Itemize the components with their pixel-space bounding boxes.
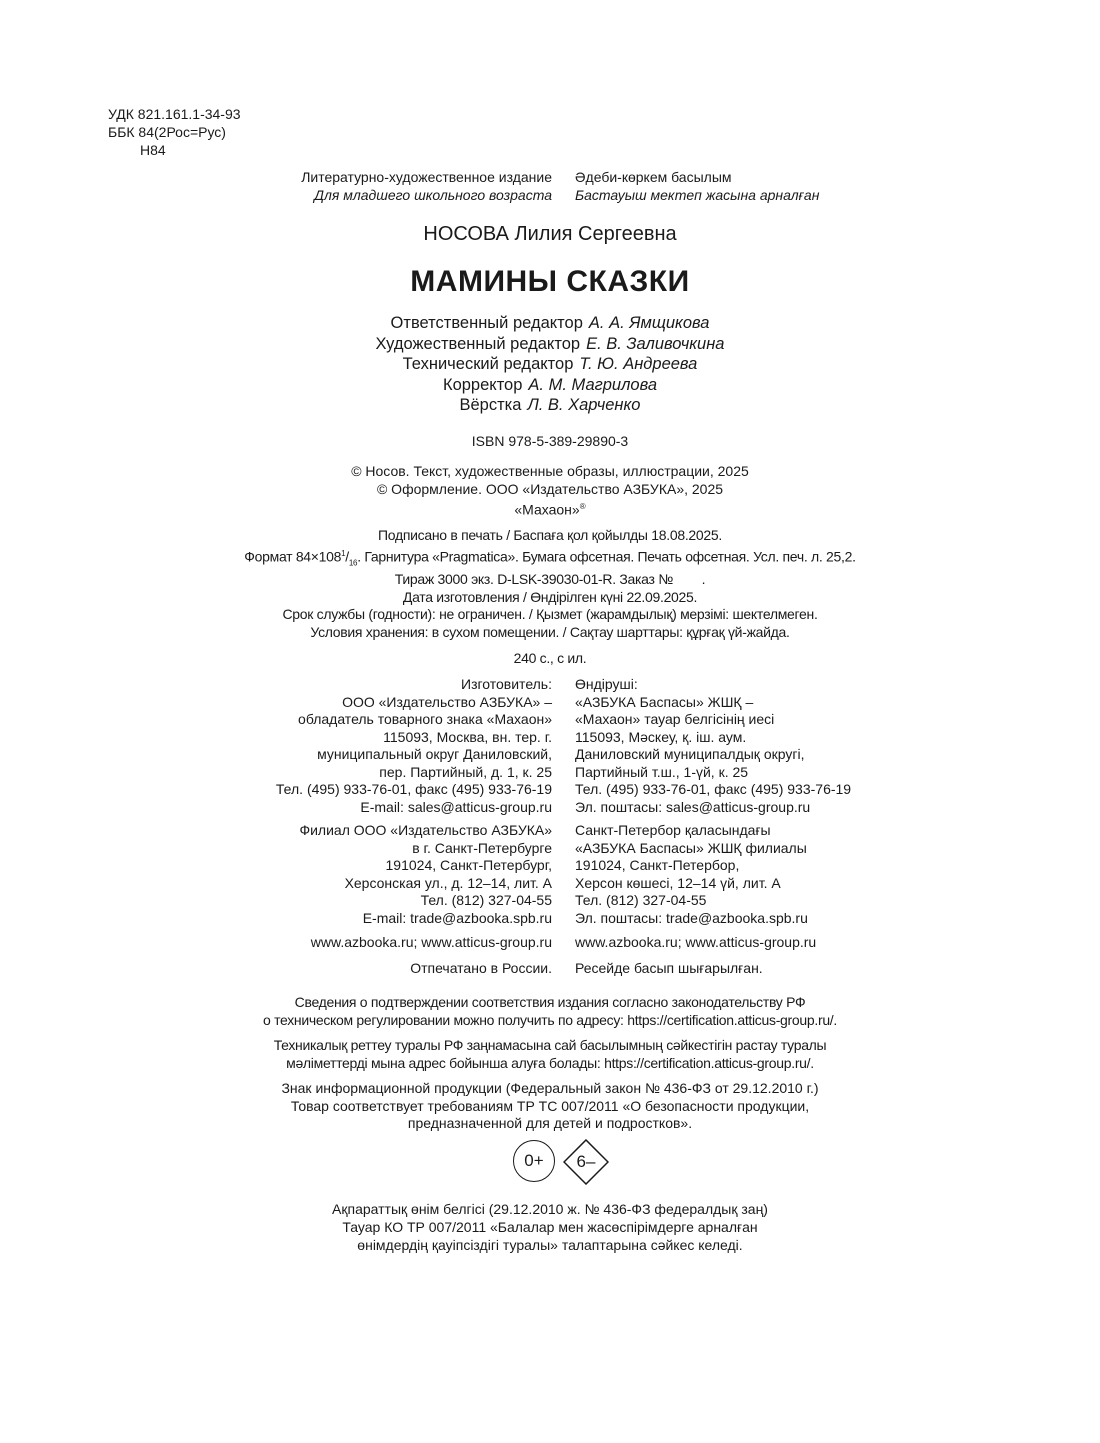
branch-kz-email: Эл. поштасы: trade@azbooka.spb.ru — [575, 909, 808, 926]
credit-name: Л. В. Харченко — [527, 396, 641, 414]
credit-line — [0, 395, 1100, 416]
copyright-line: © Оформление. ООО «Издательство АЗБУКА», 2025 — [376, 481, 724, 497]
manufacturer-kz-line: Партийный т.ш., 1-үй, к. 25 — [575, 763, 749, 780]
manufacturer-ru-email: E-mail: sales@atticus-group.ru — [360, 798, 552, 815]
book-title: МАМИНЫ СКАЗКИ — [410, 265, 690, 298]
manufacturer-ru-line: Тел. (495) 933-76-01, факс (495) 933-76-19 — [275, 781, 552, 797]
info-sign-kz-line: өнімдердің қауіпсіздігі туралы» талаптарына сәйкес келеді. — [357, 1237, 743, 1253]
author-name: НОСОВА Лилия Сергеевна — [423, 223, 677, 245]
credit-name: Е. В. Заливочкина — [586, 334, 725, 353]
format-rest: . Гарнитура «Pragmatica». Бумага офсетная. Печать офсетная. Усл. печ. л. 25,2. — [357, 548, 856, 565]
info-sign-kz-line: Тауар КО ТР 007/2011 «Балалар мен жасөспірімдерге арналған — [342, 1219, 758, 1235]
signed-to-print: Подписано в печать / Баспаға қол қойылды 18.08.2025. — [378, 527, 722, 543]
format-line: Формат $84\times 108^1/_{16}$. Гарнитура «Pragmatica». Бумага офсетная. Печать офсетная. Усл. печ. л. 25,2. — [244, 548, 856, 567]
info-sign-kz — [0, 1200, 1100, 1254]
certification-ru — [0, 994, 1100, 1029]
info-sign-kz-line: Ақпараттық өнім белгісі (29.12.2010 ж. № 436-ФЗ федералдық заң) — [332, 1201, 768, 1217]
branch-ru-line: 191024, Санкт-Петербург, — [385, 857, 552, 873]
manufacturer-ru — [276, 676, 552, 816]
printed-in-kz: Ресейде басып шығарылған. — [575, 960, 763, 976]
age-rating-label: 0+ — [524, 1151, 544, 1170]
bbk-code: ББК 84(2Рос=Рус) — [108, 124, 226, 140]
registered-mark-icon: ® — [579, 502, 586, 511]
certification-kz — [0, 1037, 1100, 1072]
credit-line — [0, 334, 1100, 355]
manufacturer-kz-line: 115093, Мәскеу, қ. іш. аум. — [575, 728, 747, 745]
manufacturer-kz-line: «АЗБУКА Баспасы» ЖШҚ – — [575, 693, 754, 710]
websites-kz: www.azbooka.ru; www.atticus-group.ru — [575, 934, 817, 950]
websites-ru: www.azbooka.ru; www.atticus-group.ru — [310, 934, 552, 950]
manufacturer-kz — [575, 676, 851, 816]
age-marks — [0, 1139, 1100, 1185]
classification-block — [108, 105, 241, 159]
author-mark: Н84 — [140, 142, 166, 158]
service-life: Срок службы (годности): не ограничен. / Қызмет (жарамдылық) мерзімі: шектелмеген. — [282, 606, 818, 623]
credit-role: Технический редактор — [402, 355, 574, 373]
storage-conditions: Условия хранения: в сухом помещении. / Сақтау шарттары: құрғақ үй-жайда. — [310, 623, 790, 640]
credit-line — [0, 375, 1100, 396]
manufacturer-kz-line: Өндіруші: — [575, 676, 638, 692]
age-group-ru: Для младшего школьного возраста — [314, 187, 552, 203]
certification-ru-line: о техническом регулировании можно получить по адресу: https://certification.atticus-group.ru/. — [263, 1011, 837, 1028]
manufacturer-ru-line: муниципальный округ Даниловский, — [317, 746, 552, 762]
age-rating-diamond-icon — [563, 1139, 609, 1185]
info-sign-line: предназначенной для детей и подростков». — [407, 1115, 693, 1131]
info-sign-line: Товар соответствует требованиям ТР ТС 007/2011 «О безопасности продукции, — [290, 1097, 810, 1114]
age-group-kz: Бастауыш мектеп жасына арналған — [575, 187, 820, 203]
branch-kz-line: Тел. (812) 327-04-55 — [575, 892, 707, 908]
credit-role: Ответственный редактор — [390, 314, 583, 332]
branch-kz-line: Санкт-Петербор қаласындағы — [575, 822, 771, 838]
credits-block — [0, 313, 1100, 416]
manufacturer-ru-line: ООО «Издательство АЗБУКА» – — [342, 693, 552, 710]
branch-kz-line: 191024, Санкт-Петербор, — [575, 857, 740, 873]
manufacture-date: Дата изготовления / Өндірілген күні 22.09.2025. — [402, 588, 698, 605]
printed-in-ru: Отпечатано в России. — [410, 960, 552, 976]
copyright-block — [0, 462, 1100, 519]
manufacturer-ru-line: пер. Партийный, д. 1, к. 25 — [379, 763, 552, 780]
format-numerator: 1 — [341, 548, 346, 558]
info-sign-ru — [0, 1080, 1100, 1133]
credit-role: Корректор — [442, 375, 523, 394]
print-run: Тираж 3000 экз. D-LSK-39030-01-R. Заказ № . — [394, 571, 706, 588]
info-sign-line: Знак информационной продукции (Федеральный закон № 436-ФЗ от 29.12.2010 г.) — [281, 1080, 819, 1096]
credit-line — [0, 354, 1100, 375]
manufacturer-kz-line: «Махаон» тауар белгісінің иесі — [575, 711, 775, 727]
edition-type-kz: Әдеби-көркем басылым — [575, 169, 732, 185]
branch-kz-line: «АЗБУКА Баспасы» ЖШҚ филиалы — [575, 839, 807, 856]
branch-ru-line: в г. Санкт-Петербурге — [412, 839, 552, 856]
manufacturer-ru-line: обладатель товарного знака «Махаон» — [298, 711, 552, 727]
copyright-line: © Носов. Текст, художественные образы, иллюстрации, 2025 — [351, 463, 749, 479]
certification-kz-line: Техникалық реттеу туралы РФ заңнамасына сай басылымның сәйкестігін растау туралы — [273, 1037, 827, 1053]
brand-name: «Махаон» — [514, 501, 580, 518]
branch-ru-line: Тел. (812) 327-04-55 — [420, 892, 552, 908]
manufacturer-kz-line: Тел. (495) 933-76-01, факс (495) 933-76-19 — [575, 781, 852, 797]
page-count: 240 с., с ил. — [513, 650, 587, 666]
format-prefix: Формат 84×108 — [244, 548, 342, 565]
credit-name: А. А. Ямщикова — [588, 314, 710, 332]
isbn: ISBN 978-5-389-29890-3 — [471, 433, 629, 449]
branch-kz — [575, 822, 808, 927]
manufacturer-kz-line: Даниловский муниципалдық округі, — [575, 746, 805, 762]
branch-kz-line: Херсон көшесі, 12–14 үй, лит. А — [575, 874, 781, 891]
branch-ru-line: Филиал ООО «Издательство АЗБУКА» — [299, 822, 552, 838]
format-denominator: 16 — [348, 557, 358, 567]
certification-kz-line: мәліметтерді мына адрес бойынша алуға болады: https://certification.atticus-group.ru/. — [286, 1054, 814, 1071]
credit-role: Художественный редактор — [375, 334, 581, 353]
age-rating-diamond-label: 6– — [576, 1152, 596, 1171]
branch-ru-email: E-mail: trade@azbooka.spb.ru — [362, 909, 552, 926]
credit-line — [0, 313, 1100, 334]
credit-name: Т. Ю. Андреева — [579, 355, 698, 373]
manufacturer-kz-email: Эл. поштасы: sales@atticus-group.ru — [575, 798, 811, 815]
print-info-block — [0, 527, 1100, 641]
edition-type-ru: Литературно-художественное издание — [301, 169, 552, 185]
credit-role: Вёрстка — [459, 396, 522, 414]
branch-ru-line: Херсонская ул., д. 12–14, лит. А — [344, 874, 552, 891]
udk-code: УДК 821.161.1-34-93 — [108, 106, 241, 122]
brand-line — [0, 498, 1100, 519]
age-rating-circle-icon — [513, 1140, 555, 1182]
certification-ru-line: Сведения о подтверждении соответствия издания согласно законодательству РФ — [294, 994, 806, 1010]
manufacturer-ru-line: Изготовитель: — [461, 676, 552, 692]
branch-ru — [299, 822, 552, 927]
credit-name: А. М. Магрилова — [528, 375, 658, 394]
manufacturer-ru-line: 115093, Москва, вн. тер. г. — [383, 728, 552, 745]
